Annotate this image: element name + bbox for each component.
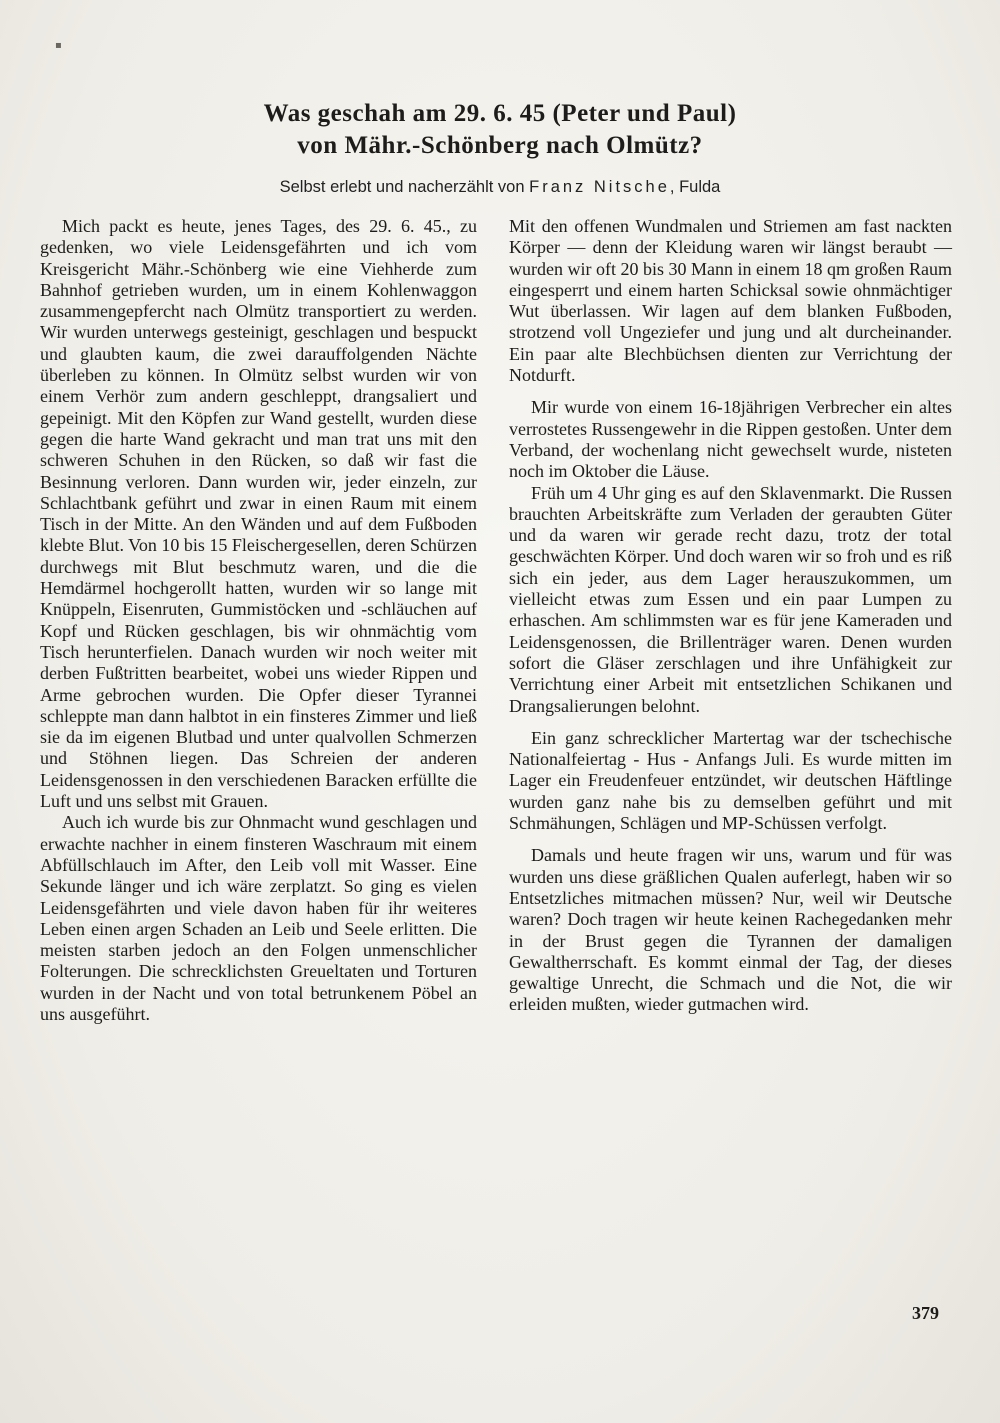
title-line-2: von Mähr.-Schönberg nach Olmütz?: [297, 132, 703, 159]
print-speck: ▪: [55, 40, 62, 51]
page-number: 379: [912, 1303, 939, 1323]
paragraph: Mit den offenen Wundmalen und Striemen am fast nackten Körper — denn der Kleidung waren wir längst beraubt — wurden wir oft 20 bis 30 Mann in einem 18 qm großen Raum eingesperrt und einem harten Schicksal sowie ohnmächtiger Wut überlassen. Wir lagen auf dem blanken Fußboden, strotzend voll Ungeziefer und jung und alt durcheinander. Ein paar alte Blechbüchsen dienten zur Verrichtung der Notdurft.: [509, 216, 952, 386]
author-location: , Fulda: [669, 178, 721, 196]
article-title: [120, 98, 880, 162]
paragraph: Damals und heute fragen wir uns, warum und für was wurden uns diese gräßlichen Qualen auferlegt, haben wir so Entsetzliches mitmachen müssen? Nur, weil wir Deutsche waren? Doch tragen wir heute keinen Rachegedanken mehr in der Brust gegen die Tyrannen der damaligen Gewaltherrschaft. Es kommt einmal der Tag, der dieses gewaltige Unrecht, die Schmach und die Not, die wir erleiden mußten, wieder gutmachen wird.: [509, 845, 952, 1015]
paragraph: Mir wurde von einem 16-18jährigen Verbrecher ein altes verrostetes Russengewehr in die Rippen gestoßen. Unter dem Verband, der wochenlang nicht gewechselt wurde, nisteten noch im Oktober die Läuse.: [509, 397, 952, 482]
paragraph: Früh um 4 Uhr ging es auf den Sklavenmarkt. Die Russen brauchten Arbeitskräfte zum Verladen der geraubten Güter und da waren wir gerade recht dazu, trotz der total geschwächten Körper. Und doch waren wir so froh und es riß sich ein jeder, aus dem Lager herauszukommen, um vielleicht etwas zum Essen und ein paar Lumpen zu erhaschen. Am schlimmsten war es für jene Kameraden und Leidensgenossen, die Brillenträger waren. Denen wurden sofort die Gläser zerschlagen und ihre Unfähigkeit zur Verrichtung einer Arbeit mit entsetzlichen Schikanen und Drangsalierungen belohnt.: [509, 482, 952, 716]
author-name: Franz Nitsche: [529, 178, 670, 196]
left-column: [40, 216, 477, 1025]
paragraph: Auch ich wurde bis zur Ohnmacht wund geschlagen und erwachte nachher in einem finsteren Waschraum mit einem Abfüllschlauch im After, den Leib voll mit Wasser. Eine Sekunde länger und ich wäre zerplatzt. So ging es vielen Leidensgefährten und viele davon haben für ihr weiteres Leben einen argen Schaden an Leib und Seele erlitten. Die meisten starben jedoch an den Folgen unmenschlicher Folterungen. Die schrecklichsten Greueltaten und Torturen wurden in der Nacht und von total betrunkenem Pöbel an uns ausgeführt.: [40, 812, 477, 1024]
byline: [120, 176, 880, 198]
paragraph: Ein ganz schrecklicher Martertag war der tschechische Nationalfeiertag - Hus - Anfangs Juli. Es wurde mitten im Lager ein Freudenfeuer entzündet, wir deutschen Häftlinge wurden ganz nahe bis zu demselben geführt und mit Schmähungen, Schlägen und MP-Schüssen verfolgt.: [509, 727, 952, 834]
paragraph: Mich packt es heute, jenes Tages, des 29. 6. 45., zu gedenken, wo viele Leidensgefährten und ich vom Kreisgericht Mähr.-Schönberg wie eine Viehherde zum Bahnhof getrieben wurden, um in einem Kohlenwaggon zusammengepfercht nach Olmütz transportiert zu werden. Wir wurden unterwegs gesteinigt, geschlagen und bespuckt und glaubten kaum, die zwei darauffolgenden Nächte überleben zu können. In Olmütz selbst wurden wir von einem Verhör zum andern geschleppt, drangsaliert und gepeinigt. Mit den Köpfen zur Wand gestellt, wurden diese gegen die harte Wand gekracht und man trat uns mit den schweren Schuhen in den Rücken, so daß wir fast die Besinnung verloren. Dann wurden wir, jeder einzeln, zur Schlachtbank geführt und zwar in einen Raum mit einem Tisch in der Mitte. An den Wänden und auf dem Fußboden klebte Blut. Von 10 bis 15 Fleischergesellen, deren Schürzen durchwegs mit Blut beschmutz waren, und die die Hemdärmel hochgerollt hatten, wurden wir so lange mit Knüppeln, Eisenruten, Gummistöcken und -schläuchen auf Kopf und Rücken geschlagen, bis wir ohnmächtig vom Tisch herunterfielen. Danach wurden wir noch weiter mit derben Fußtritten bearbeitet, wobei uns wieder Rippen und Arme gebrochen wurden. Die Opfer dieser Tyrannei schleppte man dann halbtot in ein finsteres Zimmer und ließ sie da im eigenen Blutbad und unter qualvollen Schmerzen und Stöhnen liegen. Das Schreien der anderen Leidensgenossen in den verschiedenen Baracken erfüllte die Luft und uns selbst mit Grauen.: [40, 216, 477, 812]
article-header: [120, 98, 880, 198]
byline-prefix: Selbst erlebt und nacherzählt von: [279, 178, 530, 196]
title-line-1: Was geschah am 29. 6. 45 (Peter und Paul): [263, 100, 737, 127]
right-column: [509, 216, 952, 1016]
